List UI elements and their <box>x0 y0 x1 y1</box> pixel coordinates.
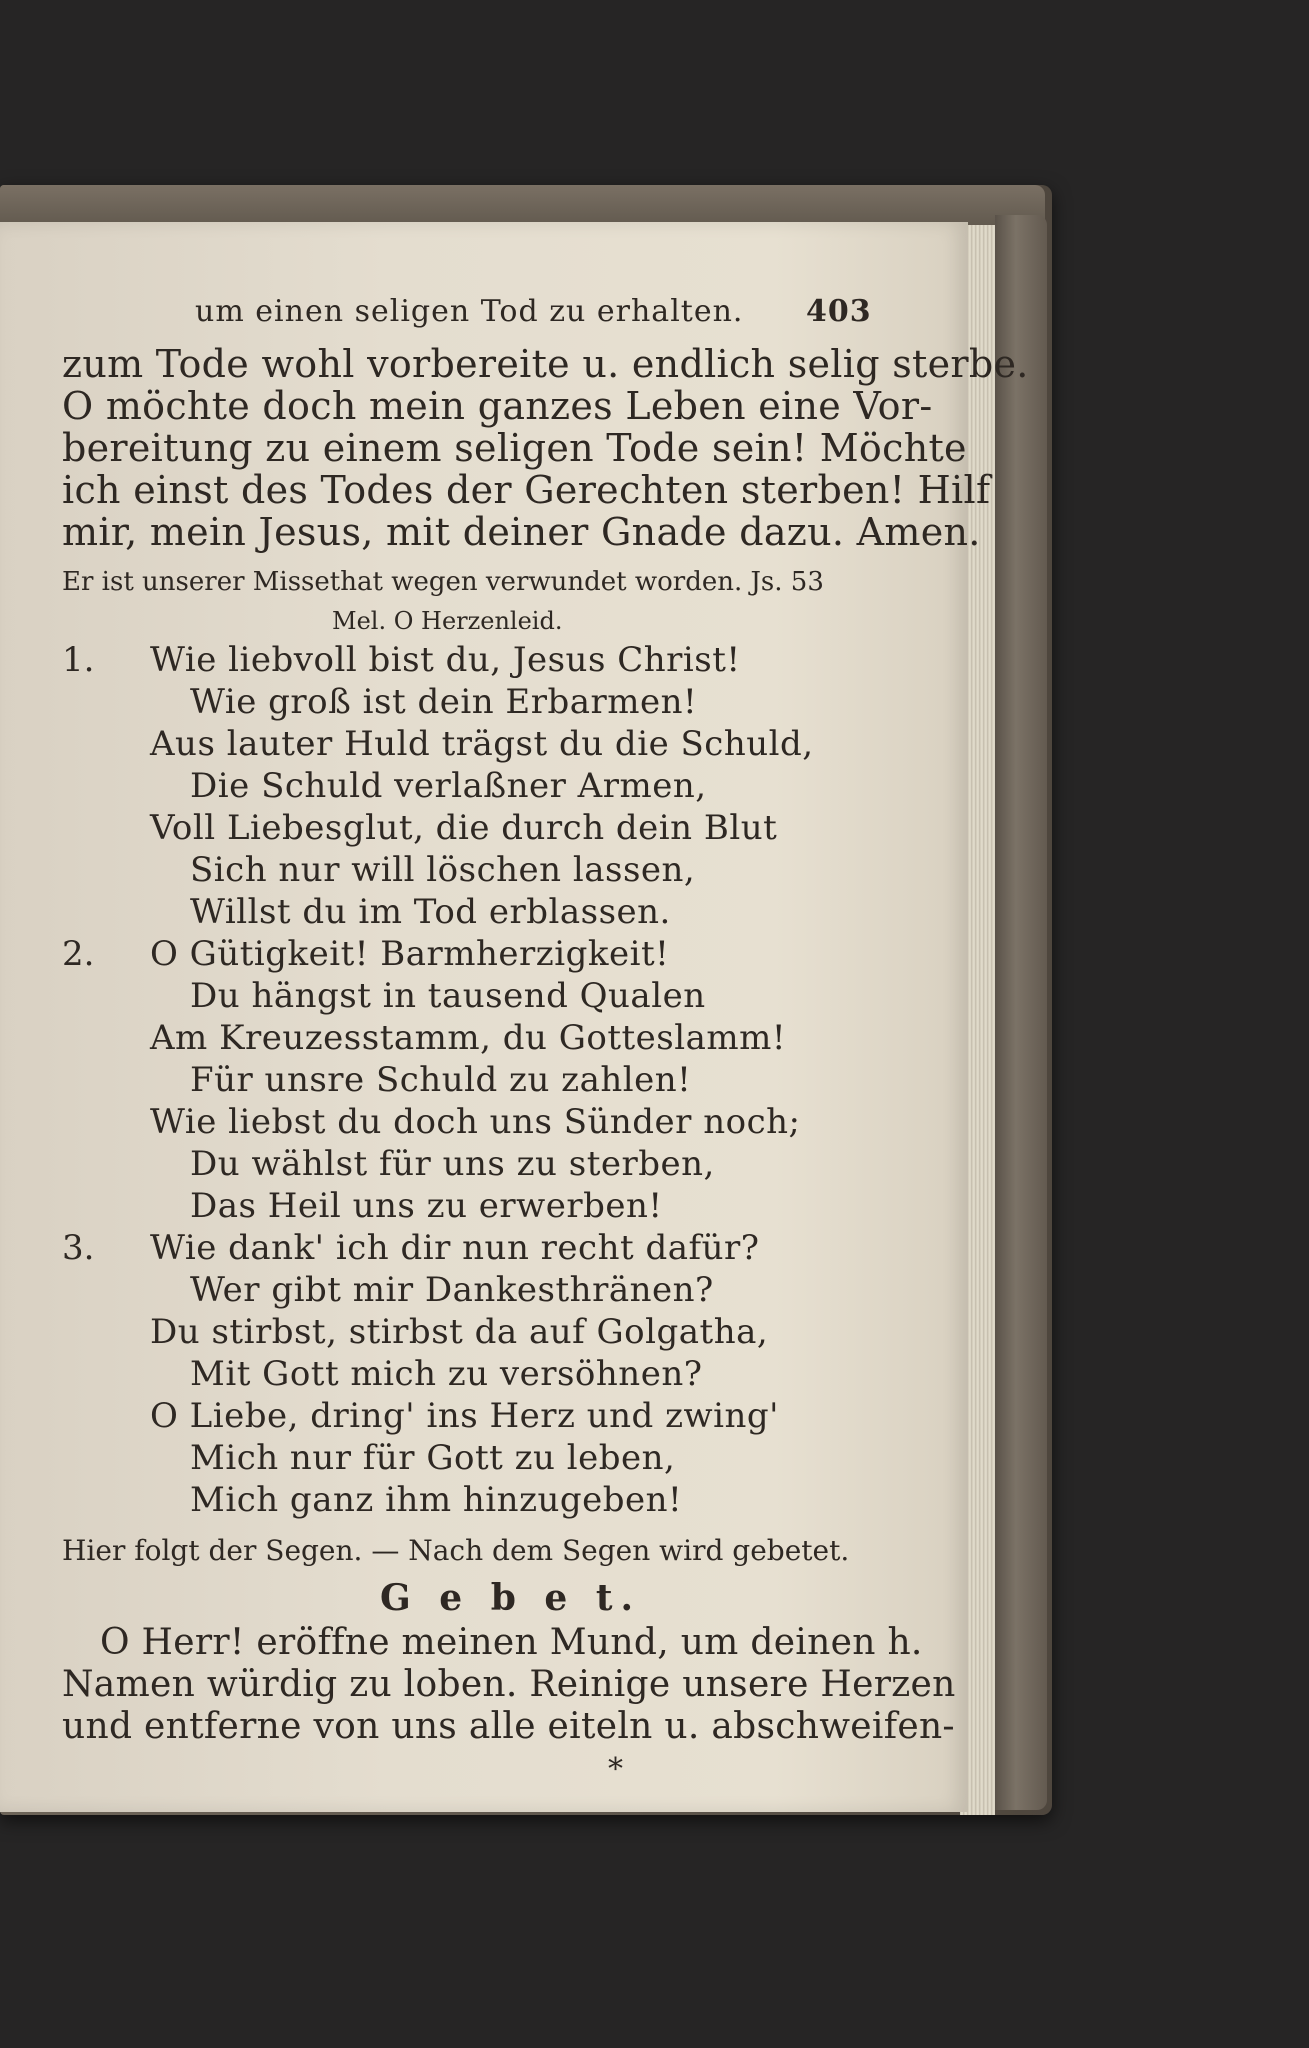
prose-line: ich einst des Todes der Gerechten sterben! Hilf <box>62 468 991 512</box>
prayer-line: O Herr! eröffne meinen Mund, um deinen h. <box>100 1622 923 1663</box>
hymn-line: O Liebe, dring' ins Herz und zwing' <box>150 1396 780 1436</box>
hymn-line: Am Kreuzesstamm, du Gotteslamm! <box>150 1018 787 1058</box>
hymn-line: Aus lauter Huld trägst du die Schuld, <box>150 724 814 764</box>
page-number: 403 <box>806 294 872 329</box>
prose-line: zum Tode wohl vorbereite u. endlich selig sterbe. <box>62 342 1029 386</box>
hymn-line: Wie dank' ich dir nun recht dafür? <box>150 1228 760 1268</box>
rubric-line: Hier folgt der Segen. — Nach dem Segen wird gebetet. <box>62 1534 850 1567</box>
prayer-line: und entferne von uns alle eiteln u. abschweifen- <box>62 1706 955 1747</box>
prose-line: O möchte doch mein ganzes Leben eine Vor- <box>62 384 933 428</box>
prose-line: mir, mein Jesus, mit deiner Gnade dazu. Amen. <box>62 510 981 554</box>
verse-number: 1. <box>62 640 95 680</box>
hymn-line: Das Heil uns zu erwerben! <box>190 1186 663 1226</box>
hymn-line: Wie liebst du doch uns Sünder noch; <box>150 1102 801 1142</box>
prose-line: bereitung zu einem seligen Tode sein! Möchte <box>62 426 967 470</box>
prayer-line: Namen würdig zu loben. Reinige unsere Herzen <box>62 1664 956 1705</box>
verse-number: 2. <box>62 934 95 974</box>
hymn-line: Willst du im Tod erblassen. <box>190 892 671 932</box>
hymn-line: Mit Gott mich zu versöhnen? <box>190 1354 703 1394</box>
hymn-line: Mich ganz ihm hinzugeben! <box>190 1480 683 1520</box>
signature-mark: * <box>608 1752 623 1787</box>
hymn-heading: Er ist unserer Missethat wegen verwundet worden. Js. 53 <box>62 567 824 597</box>
running-head: um einen seligen Tod zu erhalten. <box>195 294 744 329</box>
hymn-line: Wie liebvoll bist du, Jesus Christ! <box>150 640 741 680</box>
hymn-line: Wie groß ist dein Erbarmen! <box>190 682 698 722</box>
hymn-melody: Mel. O Herzenleid. <box>332 607 563 635</box>
hymn-line: Für unsre Schuld zu zahlen! <box>190 1060 692 1100</box>
hymn-line: Mich nur für Gott zu leben, <box>190 1438 676 1478</box>
hymn-line: Du hängst in tausend Qualen <box>190 976 706 1016</box>
prayer-title: G e b e t. <box>380 1577 642 1619</box>
verse-number: 3. <box>62 1228 95 1268</box>
hymn-line: Voll Liebesglut, die durch dein Blut <box>150 808 778 848</box>
hymn-line: Du stirbst, stirbst da auf Golgatha, <box>150 1312 769 1352</box>
book-page <box>0 222 1029 1812</box>
book-spine <box>995 215 1047 1810</box>
hymn-line: Du wählst für uns zu sterben, <box>190 1144 715 1184</box>
hymn-line: Die Schuld verlaßner Armen, <box>190 766 707 806</box>
hymn-line: O Gütigkeit! Barmherzigkeit! <box>150 934 670 974</box>
hymn-line: Wer gibt mir Dankesthränen? <box>190 1270 714 1310</box>
hymn-line: Sich nur will löschen lassen, <box>190 850 696 890</box>
